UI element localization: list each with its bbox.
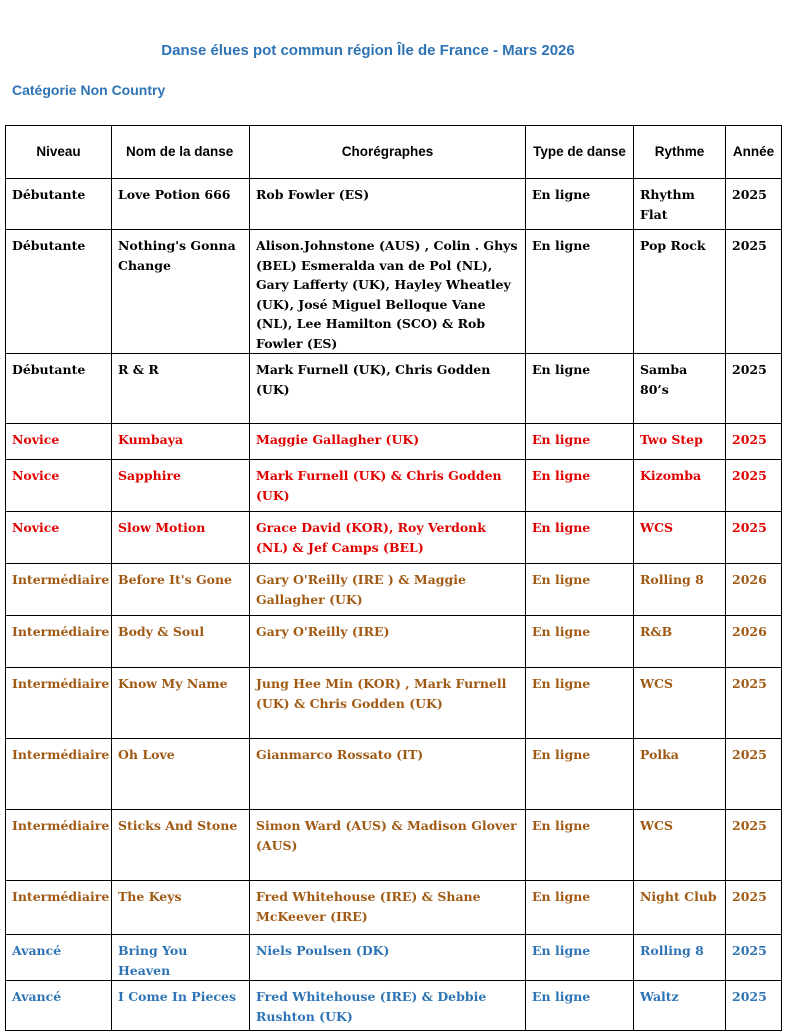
cell-choregraphes: Gary O'Reilly (IRE ) & Maggie Gallagher (UK) bbox=[250, 564, 526, 616]
cell-annee: 2025 bbox=[726, 810, 782, 881]
cell-choregraphes: Fred Whitehouse (IRE) & Debbie Rushton (UK) bbox=[250, 981, 526, 1031]
cell-annee: 2025 bbox=[726, 230, 782, 354]
cell-type: En ligne bbox=[526, 179, 634, 230]
cell-nom: Sapphire bbox=[112, 460, 250, 512]
cell-nom: Nothing's Gonna Change bbox=[112, 230, 250, 354]
cell-choregraphes: Gary O'Reilly (IRE) bbox=[250, 616, 526, 668]
cell-annee: 2025 bbox=[726, 460, 782, 512]
cell-nom: Sticks And Stone bbox=[112, 810, 250, 881]
cell-type: En ligne bbox=[526, 935, 634, 981]
table-row bbox=[6, 881, 782, 935]
cell-choregraphes: Mark Furnell (UK) & Chris Godden (UK) bbox=[250, 460, 526, 512]
cell-choregraphes: Fred Whitehouse (IRE) & Shane McKeever (IRE) bbox=[250, 881, 526, 935]
cell-nom: Slow Motion bbox=[112, 512, 250, 564]
cell-niveau: Novice bbox=[6, 512, 112, 564]
cell-rythme: Kizomba bbox=[634, 460, 726, 512]
table-header-row bbox=[6, 126, 782, 179]
header-annee: Année bbox=[726, 126, 782, 179]
cell-rythme: R&B bbox=[634, 616, 726, 668]
header-choregraphes: Chorégraphes bbox=[250, 126, 526, 179]
cell-choregraphes: Alison.Johnstone (AUS) , Colin . Ghys (BEL) Esmeralda van de Pol (NL), Gary Lafferty (UK), Hayley Wheatley (UK), José Miguel Belloque Vane (NL), Lee Hamilton (SCO) & Rob Fowler (ES) bbox=[250, 230, 526, 354]
table-row bbox=[6, 179, 782, 230]
cell-annee: 2025 bbox=[726, 512, 782, 564]
header-type: Type de danse bbox=[526, 126, 634, 179]
cell-rythme: Rolling 8 bbox=[634, 564, 726, 616]
cell-type: En ligne bbox=[526, 668, 634, 739]
cell-niveau: Intermédiaire bbox=[6, 881, 112, 935]
cell-nom: The Keys bbox=[112, 881, 250, 935]
table-row bbox=[6, 981, 782, 1031]
cell-nom: R & R bbox=[112, 354, 250, 424]
cell-annee: 2025 bbox=[726, 881, 782, 935]
cell-annee: 2026 bbox=[726, 616, 782, 668]
cell-niveau: Débutante bbox=[6, 354, 112, 424]
cell-niveau: Intermédiaire bbox=[6, 564, 112, 616]
cell-niveau: Débutante bbox=[6, 179, 112, 230]
cell-annee: 2025 bbox=[726, 739, 782, 810]
cell-type: En ligne bbox=[526, 616, 634, 668]
table-row bbox=[6, 739, 782, 810]
cell-rythme: Waltz bbox=[634, 981, 726, 1031]
cell-type: En ligne bbox=[526, 512, 634, 564]
cell-type: En ligne bbox=[526, 564, 634, 616]
cell-rythme: Two Step bbox=[634, 424, 726, 460]
cell-nom: I Come In Pieces bbox=[112, 981, 250, 1031]
cell-rythme: WCS bbox=[634, 668, 726, 739]
cell-type: En ligne bbox=[526, 424, 634, 460]
cell-niveau: Intermédiaire bbox=[6, 739, 112, 810]
cell-annee: 2025 bbox=[726, 179, 782, 230]
cell-type: En ligne bbox=[526, 739, 634, 810]
cell-nom: Kumbaya bbox=[112, 424, 250, 460]
table-row bbox=[6, 935, 782, 981]
cell-choregraphes: Jung Hee Min (KOR) , Mark Furnell (UK) & Chris Godden (UK) bbox=[250, 668, 526, 739]
cell-rythme: Rhythm Flat bbox=[634, 179, 726, 230]
cell-type: En ligne bbox=[526, 810, 634, 881]
header-niveau: Niveau bbox=[6, 126, 112, 179]
cell-nom: Before It's Gone bbox=[112, 564, 250, 616]
cell-rythme: Rolling 8 bbox=[634, 935, 726, 981]
table-row bbox=[6, 230, 782, 354]
table-row bbox=[6, 616, 782, 668]
cell-nom: Bring You Heaven bbox=[112, 935, 250, 981]
cell-niveau: Intermédiaire bbox=[6, 668, 112, 739]
table-row bbox=[6, 564, 782, 616]
header-nom: Nom de la danse bbox=[112, 126, 250, 179]
cell-rythme: Polka bbox=[634, 739, 726, 810]
cell-annee: 2025 bbox=[726, 424, 782, 460]
page-title: Danse élues pot commun région Île de France - Mars 2026 bbox=[161, 42, 575, 59]
cell-choregraphes: Gianmarco Rossato (IT) bbox=[250, 739, 526, 810]
table-row bbox=[6, 512, 782, 564]
cell-niveau: Intermédiaire bbox=[6, 810, 112, 881]
cell-choregraphes: Grace David (KOR), Roy Verdonk (NL) & Jef Camps (BEL) bbox=[250, 512, 526, 564]
cell-annee: 2026 bbox=[726, 564, 782, 616]
cell-nom: Oh Love bbox=[112, 739, 250, 810]
cell-annee: 2025 bbox=[726, 668, 782, 739]
cell-type: En ligne bbox=[526, 230, 634, 354]
cell-niveau: Avancé bbox=[6, 935, 112, 981]
cell-annee: 2025 bbox=[726, 981, 782, 1031]
cell-rythme: Night Club bbox=[634, 881, 726, 935]
cell-type: En ligne bbox=[526, 354, 634, 424]
table-row bbox=[6, 354, 782, 424]
cell-rythme: WCS bbox=[634, 810, 726, 881]
cell-type: En ligne bbox=[526, 881, 634, 935]
cell-niveau: Novice bbox=[6, 424, 112, 460]
table-row bbox=[6, 810, 782, 881]
cell-type: En ligne bbox=[526, 460, 634, 512]
cell-rythme: Samba 80’s bbox=[634, 354, 726, 424]
cell-niveau: Avancé bbox=[6, 981, 112, 1031]
cell-niveau: Novice bbox=[6, 460, 112, 512]
table-row bbox=[6, 668, 782, 739]
cell-choregraphes: Rob Fowler (ES) bbox=[250, 179, 526, 230]
category-heading: Catégorie Non Country bbox=[12, 82, 166, 98]
dance-table bbox=[5, 125, 782, 1031]
cell-choregraphes: Niels Poulsen (DK) bbox=[250, 935, 526, 981]
table-row bbox=[6, 460, 782, 512]
cell-annee: 2025 bbox=[726, 935, 782, 981]
cell-choregraphes: Mark Furnell (UK), Chris Godden (UK) bbox=[250, 354, 526, 424]
cell-type: En ligne bbox=[526, 981, 634, 1031]
table-row bbox=[6, 424, 782, 460]
header-rythme: Rythme bbox=[634, 126, 726, 179]
cell-nom: Love Potion 666 bbox=[112, 179, 250, 230]
cell-nom: Body & Soul bbox=[112, 616, 250, 668]
cell-choregraphes: Simon Ward (AUS) & Madison Glover (AUS) bbox=[250, 810, 526, 881]
cell-rythme: Pop Rock bbox=[634, 230, 726, 354]
cell-choregraphes: Maggie Gallagher (UK) bbox=[250, 424, 526, 460]
cell-niveau: Débutante bbox=[6, 230, 112, 354]
cell-niveau: Intermédiaire bbox=[6, 616, 112, 668]
cell-rythme: WCS bbox=[634, 512, 726, 564]
cell-nom: Know My Name bbox=[112, 668, 250, 739]
cell-annee: 2025 bbox=[726, 354, 782, 424]
